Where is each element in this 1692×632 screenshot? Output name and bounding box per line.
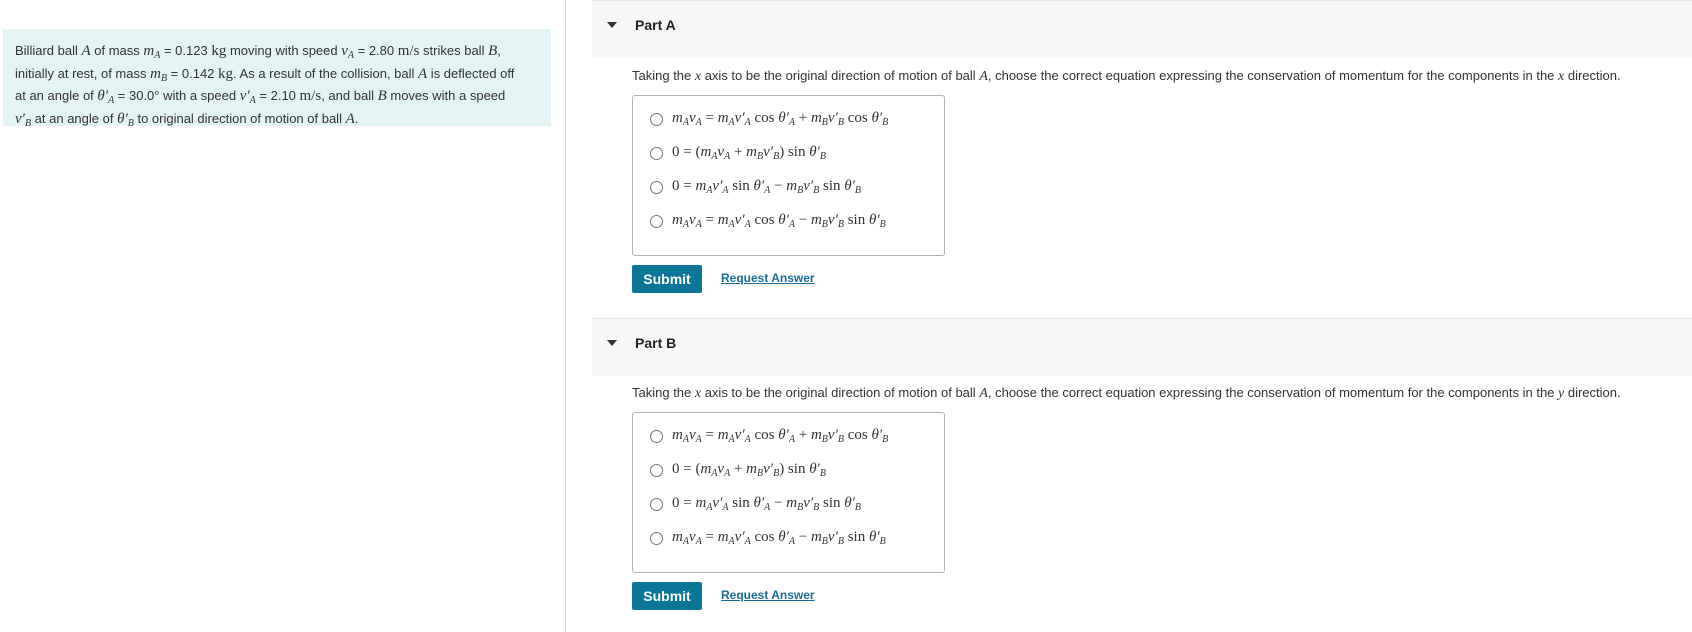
problem-line-3: at an angle of $\theta'_A = 30.0^\circ$ with a speed $v'_A = 2.10$ m/s, and ball B moves with a speed (15, 88, 506, 106)
problem-line-4: $v'_B$ at an angle of $\theta'_B$ to original direction of motion of ball A. (15, 110, 359, 129)
part-a-choice-4[interactable] (650, 209, 886, 233)
part-a-header[interactable] (592, 0, 1692, 58)
problem-statement (3, 29, 551, 129)
part-b-request-answer-link[interactable]: Request Answer (721, 588, 815, 602)
part-a-submit-button[interactable]: Submit (632, 265, 702, 293)
radio-button[interactable] (650, 113, 663, 126)
part-b-choice-1[interactable] (650, 424, 888, 448)
problem-panel (0, 0, 566, 632)
equation-1: $m_Av_A = m_Av'_A$ $\cos \theta'_A + m_Bv'_B$ $\cos \theta'_B$ (672, 427, 889, 445)
radio-button[interactable] (650, 498, 663, 511)
radio-button[interactable] (650, 532, 663, 545)
part-b-choice-2[interactable] (650, 458, 826, 482)
part-b-choices (632, 412, 945, 573)
part-b-choice-4[interactable] (650, 526, 886, 550)
part-b-question: Taking the x axis to be the original direction of motion of ball A, choose the correct equation expressing the conservation of momentum for the components in the y direction. (632, 385, 1621, 401)
equation-3: $0 = m_Av'_A$ $\sin \theta'_A - m_Bv'_B$ $\sin \theta'_B$ (672, 178, 862, 196)
part-a-choice-1[interactable] (650, 107, 888, 131)
part-a-question: Taking the x axis to be the original direction of motion of ball A, choose the correct equation expressing the conservation of momentum for the components in the x direction. (632, 68, 1621, 84)
part-b-submit-button[interactable]: Submit (632, 582, 702, 610)
part-a-choices (632, 95, 945, 256)
problem-line-1: Billiard ball A of mass $m_A = 0.123$ kg moving with speed $v_A = 2.80$ m/s strikes ball B, (15, 43, 501, 61)
equation-4: $m_Av_A = m_Av'_A$ $\cos \theta'_A - m_Bv'_B$ $\sin \theta'_B$ (672, 529, 886, 547)
part-b-choice-3[interactable] (650, 492, 861, 516)
part-b-title: Part B (635, 335, 677, 351)
equation-2: $0 = (m_Av_A + m_Bv'_B)$ $\sin \theta'_B$ (672, 461, 826, 479)
radio-button[interactable] (650, 147, 663, 160)
caret-down-icon[interactable] (607, 22, 617, 28)
radio-button[interactable] (650, 464, 663, 477)
radio-button[interactable] (650, 430, 663, 443)
equation-1: $m_Av_A = m_Av'_A$ $\cos \theta'_A + m_Bv'_B$ $\cos \theta'_B$ (672, 110, 889, 128)
problem-line-2: initially at rest, of mass $m_B = 0.142$ kg. As a result of the collision, ball A is deflected off (15, 65, 515, 84)
equation-4: $m_Av_A = m_Av'_A$ $\cos \theta'_A - m_Bv'_B$ $\sin \theta'_B$ (672, 212, 886, 230)
radio-button[interactable] (650, 215, 663, 228)
caret-down-icon[interactable] (607, 340, 617, 346)
part-a-choice-3[interactable] (650, 175, 861, 199)
part-a-request-answer-link[interactable]: Request Answer (721, 271, 815, 285)
parts-column (592, 0, 1692, 632)
part-a-title: Part A (635, 17, 676, 33)
equation-3: $0 = m_Av'_A$ $\sin \theta'_A - m_Bv'_B$ $\sin \theta'_B$ (672, 495, 862, 513)
part-b-header[interactable] (592, 318, 1692, 376)
radio-button[interactable] (650, 181, 663, 194)
equation-2: $0 = (m_Av_A + m_Bv'_B)$ $\sin \theta'_B$ (672, 144, 826, 162)
part-a-choice-2[interactable] (650, 141, 826, 165)
